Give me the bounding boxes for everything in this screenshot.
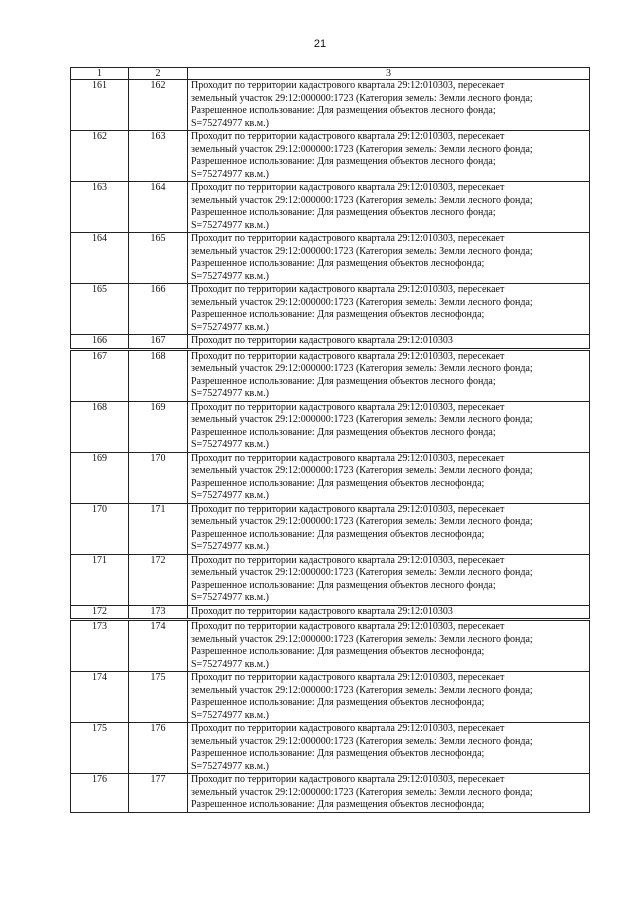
description-line: земельный участок 29:12:000000:1723 (Категория земель: Земли лесного фонда; [191, 414, 533, 425]
point-to-cell: 170 [129, 452, 188, 503]
description-line: земельный участок 29:12:000000:1723 (Категория земель: Земли лесного фонда; [191, 296, 533, 308]
description-line: земельный участок 29:12:000000:1723 (Категория земель: Земли лесного фонда; [191, 194, 533, 206]
description-line: земельный участок 29:12:000000:1723 (Категория земель: Земли лесного фонда; [191, 516, 533, 527]
point-to-cell: 171 [129, 503, 188, 554]
point-from-cell: 167 [71, 349, 129, 401]
description-line: земельный участок 29:12:000000:1723 (Категория земель: Земли лесного фонда; [191, 363, 533, 374]
point-to-cell: 174 [129, 620, 188, 672]
description-line: Проходит по территории кадастрового квартала 29:12:010303, пересекает [191, 182, 505, 193]
description-cell [188, 774, 590, 813]
description-line: S=75274977 кв.м.) [191, 270, 269, 282]
description-cell [188, 349, 590, 401]
description-line: Проходит по территории кадастрового квартала 29:12:010303, пересекает [191, 401, 505, 413]
description-line: Разрешенное использование: Для размещения объектов лесного фонда; [191, 105, 496, 116]
description-line: S=75274977 кв.м.) [191, 490, 269, 501]
description-line: Разрешенное использование: Для размещения объектов леснофонда; [191, 646, 485, 657]
description-line: S=75274977 кв.м.) [191, 541, 269, 552]
point-from-cell: 163 [71, 182, 129, 233]
point-to-cell: 167 [129, 335, 188, 350]
description-line: земельный участок 29:12:000000:1723 (Категория земель: Земли лесного фонда; [191, 735, 533, 747]
description-line: Проходит по территории кадастрового квартала 29:12:010303 [191, 335, 453, 346]
table-row [71, 284, 590, 335]
description-line: S=75274977 кв.м.) [191, 658, 269, 670]
point-from-cell: 174 [71, 672, 129, 723]
description-cell [188, 182, 590, 233]
point-from-cell: 164 [71, 233, 129, 284]
description-line: земельный участок 29:12:000000:1723 (Категория земель: Земли лесного фонда; [191, 245, 533, 257]
description-cell [188, 452, 590, 503]
point-from-cell: 165 [71, 284, 129, 335]
description-cell [188, 233, 590, 284]
table-header-row [71, 68, 590, 80]
point-to-cell: 176 [129, 723, 188, 774]
description-line: S=75274977 кв.м.) [191, 760, 269, 772]
description-line: S=75274977 кв.м.) [191, 321, 269, 333]
description-cell [188, 723, 590, 774]
table-row [71, 672, 590, 723]
description-line: Проходит по территории кадастрового квартала 29:12:010303, пересекает [191, 621, 505, 632]
description-line: Проходит по территории кадастрового квартала 29:12:010303, пересекает [191, 350, 505, 362]
table-row [71, 503, 590, 554]
point-to-cell: 165 [129, 233, 188, 284]
description-line: S=75274977 кв.м.) [191, 117, 269, 129]
description-line: земельный участок 29:12:000000:1723 (Категория земель: Земли лесного фонда; [191, 633, 533, 645]
point-from-cell: 161 [71, 80, 129, 131]
table-row [71, 335, 590, 350]
page-number: 21 [313, 38, 327, 50]
description-line: Проходит по территории кадастрового квартала 29:12:010303, пересекает [191, 672, 505, 683]
description-line: Проходит по территории кадастрового квартала 29:12:010303, пересекает [191, 80, 505, 91]
point-to-cell: 162 [129, 80, 188, 131]
point-from-cell: 166 [71, 335, 129, 350]
point-from-cell: 162 [71, 131, 129, 182]
description-line: Разрешенное использование: Для размещения объектов леснофонда; [191, 528, 485, 540]
description-line: земельный участок 29:12:000000:1723 (Категория земель: Земли лесного фонда; [191, 567, 533, 578]
description-cell [188, 672, 590, 723]
description-cell [188, 620, 590, 672]
description-line: Проходит по территории кадастрового квартала 29:12:010303, пересекает [191, 503, 505, 515]
description-line: земельный участок 29:12:000000:1723 (Категория земель: Земли лесного фонда; [191, 684, 533, 696]
description-line: Проходит по территории кадастрового квартала 29:12:010303, пересекает [191, 284, 505, 295]
header-cell-3: 3 [188, 68, 590, 80]
description-line: Разрешенное использование: Для размещения объектов леснофонда; [191, 799, 485, 810]
description-cell [188, 131, 590, 182]
point-from-cell: 176 [71, 774, 129, 813]
point-from-cell: 170 [71, 503, 129, 554]
table-row [71, 723, 590, 774]
description-cell [188, 80, 590, 131]
description-line: Проходит по территории кадастрового квартала 29:12:010303 [191, 605, 453, 617]
point-to-cell: 166 [129, 284, 188, 335]
description-line: Проходит по территории кадастрового квартала 29:12:010303, пересекает [191, 452, 505, 464]
table-row [71, 131, 590, 182]
description-line: S=75274977 кв.м.) [191, 388, 269, 399]
description-cell [188, 401, 590, 452]
point-from-cell: 169 [71, 452, 129, 503]
point-from-cell: 168 [71, 401, 129, 452]
description-line: S=75274977 кв.м.) [191, 439, 269, 450]
description-line: Разрешенное использование: Для размещения объектов лесного фонда; [191, 426, 496, 438]
description-cell [188, 503, 590, 554]
description-line: S=75274977 кв.м.) [191, 168, 269, 180]
table-row [71, 182, 590, 233]
description-line: земельный участок 29:12:000000:1723 (Категория земель: Земли лесного фонда; [191, 92, 533, 104]
point-to-cell: 164 [129, 182, 188, 233]
point-to-cell: 169 [129, 401, 188, 452]
description-line: Разрешенное использование: Для размещения объектов леснофонда; [191, 748, 485, 759]
point-to-cell: 175 [129, 672, 188, 723]
description-line: Разрешенное использование: Для размещения объектов леснофонда; [191, 258, 485, 269]
description-cell [188, 554, 590, 605]
description-line: Разрешенное использование: Для размещения объектов леснофонда; [191, 697, 485, 708]
description-cell [188, 335, 590, 350]
description-line: S=75274977 кв.м.) [191, 219, 269, 231]
description-line: S=75274977 кв.м.) [191, 709, 269, 721]
point-from-cell: 171 [71, 554, 129, 605]
point-to-cell: 177 [129, 774, 188, 813]
table-row [71, 774, 590, 813]
description-line: Проходит по территории кадастрового квартала 29:12:010303, пересекает [191, 554, 505, 566]
point-to-cell: 168 [129, 349, 188, 401]
description-line: земельный участок 29:12:000000:1723 (Категория земель: Земли лесного фонда; [191, 465, 533, 476]
table-row [71, 620, 590, 672]
table-row [71, 452, 590, 503]
table-row [71, 80, 590, 131]
point-to-cell: 163 [129, 131, 188, 182]
point-to-cell: 173 [129, 605, 188, 620]
description-line: Проходит по территории кадастрового квартала 29:12:010303, пересекает [191, 774, 505, 785]
table-body [71, 68, 590, 813]
description-line: Разрешенное использование: Для размещения объектов лесного фонда; [191, 207, 496, 218]
table-row [71, 605, 590, 620]
description-line: Разрешенное использование: Для размещения объектов леснофонда; [191, 309, 485, 320]
description-line: Разрешенное использование: Для размещения объектов лесного фонда; [191, 156, 496, 167]
description-line: S=75274977 кв.м.) [191, 592, 269, 603]
description-line: Проходит по территории кадастрового квартала 29:12:010303, пересекает [191, 131, 505, 142]
description-line: земельный участок 29:12:000000:1723 (Категория земель: Земли лесного фонда; [191, 143, 533, 155]
header-cell-1: 1 [71, 68, 129, 80]
table-row [71, 233, 590, 284]
description-line: Разрешенное использование: Для размещения объектов леснофонда; [191, 477, 485, 489]
point-from-cell: 172 [71, 605, 129, 620]
table-row [71, 401, 590, 452]
header-cell-2: 2 [129, 68, 188, 80]
point-to-cell: 172 [129, 554, 188, 605]
description-cell [188, 284, 590, 335]
table-row [71, 349, 590, 401]
point-from-cell: 173 [71, 620, 129, 672]
description-line: Разрешенное использование: Для размещения объектов лесного фонда; [191, 579, 496, 591]
description-line: Разрешенное использование: Для размещения объектов лесного фонда; [191, 375, 496, 387]
description-line: Проходит по территории кадастрового квартала 29:12:010303, пересекает [191, 233, 505, 244]
table-row [71, 554, 590, 605]
boundary-description-table [70, 67, 590, 813]
description-line: земельный участок 29:12:000000:1723 (Категория земель: Земли лесного фонда; [191, 786, 533, 798]
description-cell [188, 605, 590, 620]
point-from-cell: 175 [71, 723, 129, 774]
description-line: Проходит по территории кадастрового квартала 29:12:010303, пересекает [191, 723, 505, 734]
